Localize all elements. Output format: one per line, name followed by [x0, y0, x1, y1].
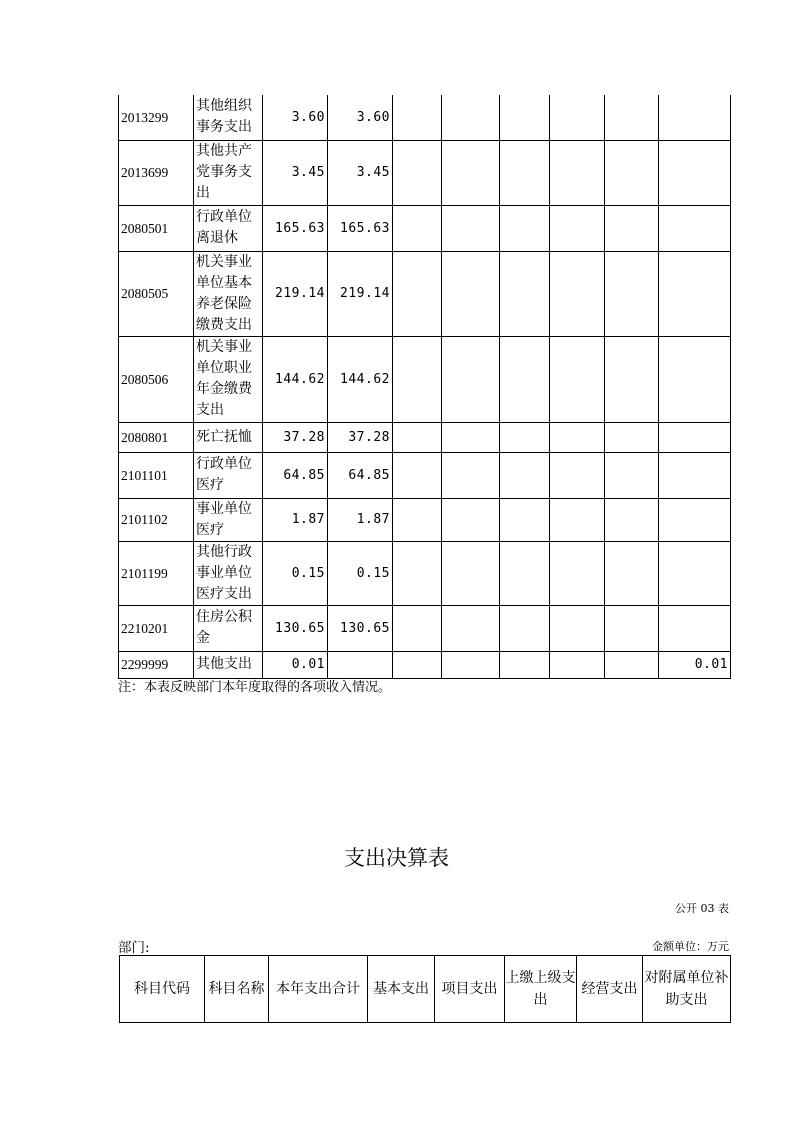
table-row	[119, 452, 731, 498]
amount-cell	[550, 251, 605, 336]
subject-code-cell: 2080505	[119, 251, 194, 336]
table-row	[119, 95, 731, 140]
amount-cell	[393, 95, 442, 140]
amount-cell	[442, 336, 500, 422]
fiscal-appropriation-cell: 0.15	[328, 541, 393, 605]
expense-table	[119, 955, 731, 1023]
table-row	[119, 140, 731, 205]
amount-cell	[605, 651, 659, 678]
table-number: 公开 03 表	[675, 902, 729, 915]
other-income-cell	[659, 95, 731, 140]
amount-cell	[500, 541, 550, 605]
total-cell: 3.45	[263, 140, 328, 205]
fiscal-appropriation-cell	[328, 651, 393, 678]
subject-code-cell: 2101199	[119, 541, 194, 605]
amount-cell	[393, 541, 442, 605]
subject-code-cell: 2210201	[119, 605, 194, 651]
table-row	[119, 251, 731, 336]
amount-cell	[393, 251, 442, 336]
total-cell: 37.28	[263, 422, 328, 452]
amount-cell	[442, 422, 500, 452]
amount-cell	[393, 651, 442, 678]
total-cell: 64.85	[263, 452, 328, 498]
amount-cell	[605, 205, 659, 251]
fiscal-appropriation-cell: 144.62	[328, 336, 393, 422]
amount-cell	[393, 452, 442, 498]
subject-code-cell: 2080506	[119, 336, 194, 422]
amount-cell	[500, 251, 550, 336]
subject-code-cell: 2299999	[119, 651, 194, 678]
total-cell: 219.14	[263, 251, 328, 336]
amount-cell	[605, 422, 659, 452]
fiscal-appropriation-cell: 64.85	[328, 452, 393, 498]
amount-cell	[393, 205, 442, 251]
fiscal-appropriation-cell: 219.14	[328, 251, 393, 336]
subject-name-cell: 其他支出	[194, 651, 263, 678]
table-note: 注：本表反映部门本年度取得的各项收入情况。	[118, 680, 392, 695]
header-total-expense: 本年支出合计	[269, 956, 368, 1023]
amount-cell	[393, 422, 442, 452]
header-subject-code: 科目代码	[120, 956, 205, 1023]
other-income-cell	[659, 498, 731, 541]
amount-cell	[605, 336, 659, 422]
total-cell: 1.87	[263, 498, 328, 541]
header-project-expense: 项目支出	[435, 956, 505, 1023]
header-remit-superior: 上缴上级支出	[505, 956, 577, 1023]
amount-cell	[500, 605, 550, 651]
other-income-cell	[659, 205, 731, 251]
other-income-cell	[659, 605, 731, 651]
other-income-cell	[659, 251, 731, 336]
fiscal-appropriation-cell: 1.87	[328, 498, 393, 541]
amount-cell	[605, 251, 659, 336]
header-subject-name: 科目名称	[205, 956, 269, 1023]
subject-name-cell: 事业单位医疗	[194, 498, 263, 541]
table-row	[119, 605, 731, 651]
total-cell: 130.65	[263, 605, 328, 651]
amount-cell	[500, 651, 550, 678]
amount-cell	[500, 95, 550, 140]
page-title: 支出决算表	[344, 846, 449, 870]
amount-cell	[500, 452, 550, 498]
subject-name-cell: 行政单位离退休	[194, 205, 263, 251]
amount-cell	[442, 95, 500, 140]
amount-cell	[500, 336, 550, 422]
amount-cell	[442, 251, 500, 336]
amount-cell	[393, 140, 442, 205]
subject-name-cell: 其他共产党事务支出	[194, 140, 263, 205]
amount-cell	[500, 205, 550, 251]
amount-cell	[605, 140, 659, 205]
subject-name-cell: 机关事业单位基本养老保险缴费支出	[194, 251, 263, 336]
amount-cell	[393, 605, 442, 651]
table-row	[119, 422, 731, 452]
fiscal-appropriation-cell: 3.45	[328, 140, 393, 205]
subject-code-cell: 2101101	[119, 452, 194, 498]
amount-cell	[550, 605, 605, 651]
header-basic-expense: 基本支出	[368, 956, 435, 1023]
amount-cell	[500, 140, 550, 205]
header-operating-expense: 经营支出	[577, 956, 643, 1023]
subject-name-cell: 行政单位医疗	[194, 452, 263, 498]
total-cell: 144.62	[263, 336, 328, 422]
amount-cell	[442, 541, 500, 605]
amount-cell	[550, 498, 605, 541]
amount-cell	[442, 205, 500, 251]
subject-code-cell: 2013699	[119, 140, 194, 205]
fiscal-appropriation-cell: 165.63	[328, 205, 393, 251]
amount-unit-label: 金额单位：万元	[652, 940, 729, 953]
fiscal-appropriation-cell: 3.60	[328, 95, 393, 140]
amount-cell	[550, 205, 605, 251]
header-row	[120, 956, 731, 1023]
subject-code-cell: 2101102	[119, 498, 194, 541]
amount-cell	[605, 541, 659, 605]
subject-name-cell: 死亡抚恤	[194, 422, 263, 452]
subject-name-cell: 其他行政事业单位医疗支出	[194, 541, 263, 605]
amount-cell	[605, 605, 659, 651]
fiscal-appropriation-cell: 37.28	[328, 422, 393, 452]
total-cell: 0.01	[263, 651, 328, 678]
amount-cell	[393, 498, 442, 541]
amount-cell	[605, 95, 659, 140]
amount-cell	[550, 336, 605, 422]
subject-code-cell: 2080501	[119, 205, 194, 251]
other-income-cell	[659, 541, 731, 605]
header-subsidiary-subsidy: 对附属单位补助支出	[643, 956, 731, 1023]
amount-cell	[500, 422, 550, 452]
amount-cell	[442, 498, 500, 541]
amount-cell	[605, 498, 659, 541]
amount-cell	[500, 498, 550, 541]
amount-cell	[605, 452, 659, 498]
amount-cell	[442, 140, 500, 205]
other-income-cell	[659, 336, 731, 422]
amount-cell	[442, 651, 500, 678]
amount-cell	[393, 336, 442, 422]
total-cell: 165.63	[263, 205, 328, 251]
amount-cell	[550, 452, 605, 498]
amount-cell	[550, 95, 605, 140]
total-cell: 3.60	[263, 95, 328, 140]
subject-name-cell: 住房公积金	[194, 605, 263, 651]
amount-cell	[550, 140, 605, 205]
amount-cell	[442, 452, 500, 498]
amount-cell	[442, 605, 500, 651]
amount-cell	[550, 422, 605, 452]
table-row	[119, 336, 731, 422]
amount-cell	[550, 541, 605, 605]
table-row	[119, 651, 731, 678]
total-cell: 0.15	[263, 541, 328, 605]
other-income-cell	[659, 140, 731, 205]
other-income-cell	[659, 422, 731, 452]
fiscal-appropriation-cell: 130.65	[328, 605, 393, 651]
table-row	[119, 498, 731, 541]
subject-name-cell: 机关事业单位职业年金缴费支出	[194, 336, 263, 422]
other-income-cell: 0.01	[659, 651, 731, 678]
income-table	[118, 95, 731, 679]
table-row	[119, 205, 731, 251]
subject-code-cell: 2013299	[119, 95, 194, 140]
amount-cell	[550, 651, 605, 678]
other-income-cell	[659, 452, 731, 498]
subject-name-cell: 其他组织事务支出	[194, 95, 263, 140]
table-row	[119, 541, 731, 605]
department-label: 部门:	[118, 940, 150, 956]
subject-code-cell: 2080801	[119, 422, 194, 452]
